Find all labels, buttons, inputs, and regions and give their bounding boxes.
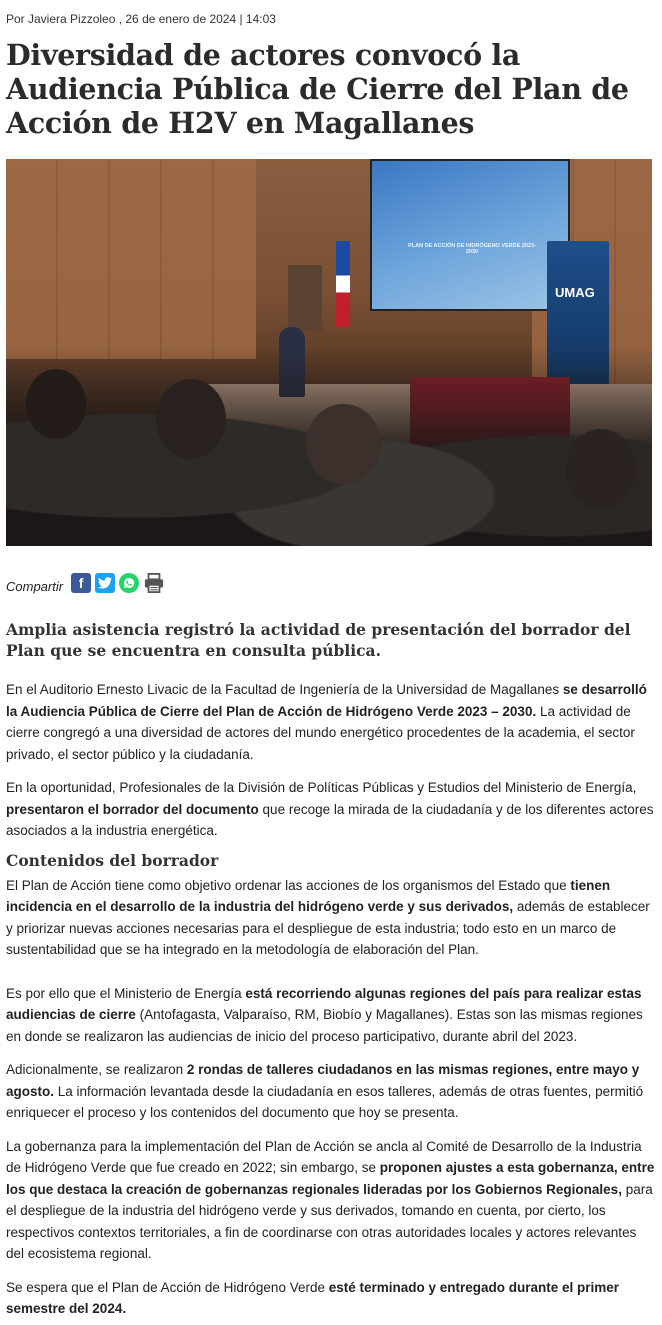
- paragraph-bold-text: esté terminado y entregado durante el primer semestre del 2024.: [6, 1279, 620, 1316]
- photo-flag: [336, 241, 350, 327]
- paragraph-text: Se espera que el Plan de Acción de Hidrógeno Verde: [6, 1279, 329, 1295]
- twitter-icon[interactable]: [95, 573, 115, 593]
- paragraph-text: que recoge la mirada de la ciudadanía y de los diferentes actores asociados a la industria energética.: [6, 801, 654, 838]
- share-label: Compartir: [6, 578, 64, 594]
- photo-head: [306, 404, 381, 484]
- whatsapp-icon[interactable]: [119, 573, 139, 593]
- paragraph-bold-text: proponen ajustes a esta gobernanza, entre los que destaca la creación de gobernanzas regionales lideradas por los Gobiernos Regionales,: [6, 1160, 655, 1197]
- paragraph: [6, 777, 656, 842]
- paragraph-text: (Antofagasta, Valparaíso, RM, Biobío y Magallanes). Estas son las mismas regiones en donde se realizaron las audiencias de inicio del proceso participativo, durante abril del 2023.: [6, 1007, 643, 1044]
- paragraph-text: además de establecer y priorizar nuevas acciones necesarias para el despliegue de esta industria; todo esto en un marco de sustentabilidad que se ha integrado en la metodología de elaboración del Plan.: [6, 899, 650, 957]
- paragraph: [6, 875, 656, 961]
- paragraph-text: Es por ello que el Ministerio de Energía: [6, 985, 246, 1001]
- paragraph-text: El Plan de Acción tiene como objetivo ordenar las acciones de los organismos del Estado que: [6, 877, 571, 893]
- photo-podium: [288, 265, 322, 331]
- paragraph: [6, 983, 656, 1048]
- paragraph-bold-text: 2 rondas de talleres ciudadanos en las mismas regiones, entre mayo y agosto.: [6, 1062, 640, 1099]
- paragraph: [6, 679, 656, 765]
- photo-projection-screen: [372, 161, 568, 309]
- paragraph-bold-text: está recorriendo algunas regiones del país para realizar estas audiencias de cierre: [6, 985, 642, 1022]
- photo-banner-text: UMAG: [555, 285, 595, 300]
- paragraph: [6, 1136, 656, 1265]
- article-title: Diversidad de actores convocó la Audiencia Pública de Cierre del Plan de Acción de H2V en Magallanes: [6, 38, 629, 140]
- facebook-icon[interactable]: f: [71, 573, 91, 593]
- photo-head: [156, 379, 226, 459]
- byline: Por Javiera Pizzoleo , 26 de enero de 2024 | 14:03: [6, 12, 276, 26]
- paragraph-text: Adicionalmente, se realizaron: [6, 1062, 187, 1077]
- photo-head: [566, 429, 636, 509]
- paragraph-text: La actividad de cierre congregó a una diversidad de actores del mundo energético procedentes de la academia, el sector privado, el sector público y la ciudadanía.: [6, 703, 635, 762]
- paragraph-text: En la oportunidad, Profesionales de la División de Políticas Públicas y Estudios del Ministerio de Energía,: [6, 780, 637, 795]
- photo-wall-left: [6, 159, 256, 359]
- paragraph: [6, 1059, 656, 1124]
- print-icon[interactable]: [143, 573, 165, 593]
- article-lead: Amplia asistencia registró la actividad de presentación del borrador del Plan que se encuentra en consulta pública.: [6, 620, 631, 660]
- photo-screen-text: PLAN DE ACCIÓN DE HIDRÓGENO VERDE 2023-2030: [408, 243, 536, 255]
- photo-head: [26, 369, 86, 439]
- paragraph-bold-text: se desarrolló la Audiencia Pública de Cierre del Plan de Acción de Hidrógeno Verde 2023 – 2030.: [6, 682, 647, 719]
- paragraph-text: La información levantada desde la ciudadanía en esos talleres, además de otras fuentes, permitió enriquecer el proceso y los contenidos del documento que hoy se presenta.: [6, 1083, 644, 1120]
- share-bar: [6, 570, 656, 596]
- paragraph-bold-text: tienen incidencia en el desarrollo de la industria del hidrógeno verde y sus derivados,: [6, 877, 611, 914]
- paragraph-text: para el despliegue de la industria del hidrógeno verde y sus derivados, tomando en cuenta, por cierto, los respectivos contextos territoriales, a fin de coordinarse con otras autoridades locales y actores relevantes del ecosistema regional.: [6, 1181, 653, 1261]
- paragraph-bold-text: presentaron el borrador del documento: [6, 801, 259, 817]
- article-photo: [6, 159, 652, 546]
- paragraph-text: En el Auditorio Ernesto Livacic de la Facultad de Ingeniería de la Universidad de Magallanes: [6, 682, 563, 697]
- paragraph-text: La gobernanza para la implementación del Plan de Acción se ancla al Comité de Desarrollo de la Industria de Hidrógeno Verde que fue creado en 2022; sin embargo, se: [6, 1138, 642, 1175]
- section-heading: Contenidos del borrador: [6, 850, 219, 870]
- paragraph: [6, 1277, 656, 1320]
